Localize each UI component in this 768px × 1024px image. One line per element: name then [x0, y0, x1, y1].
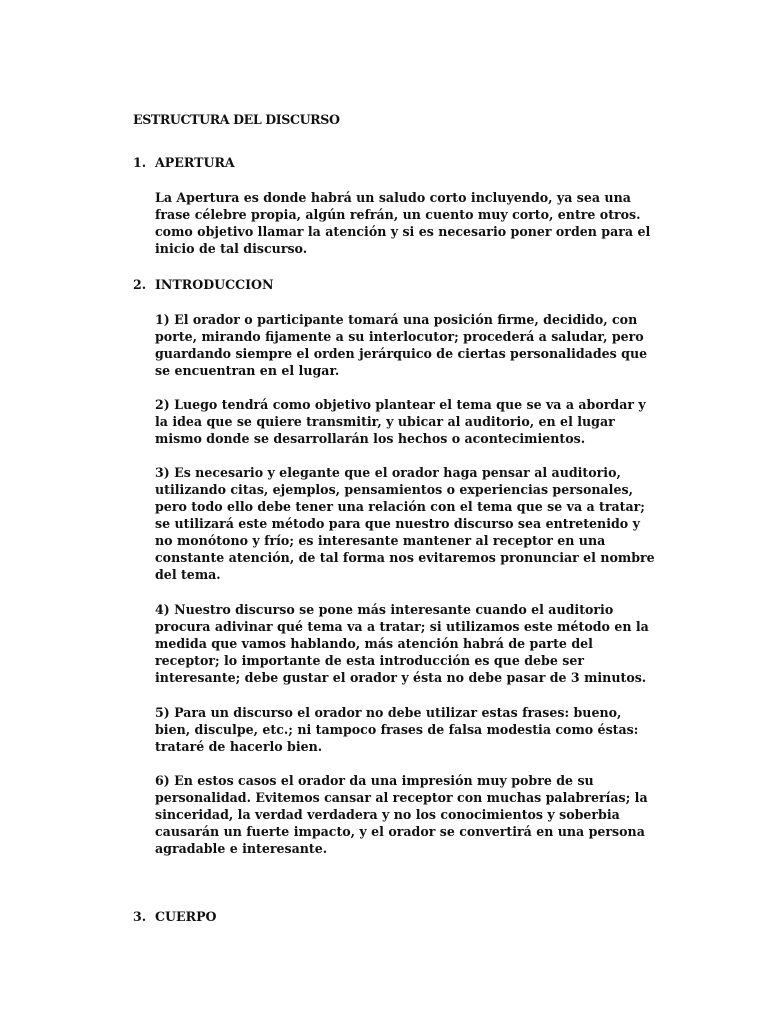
paragraph-line: agradable e interesante. — [155, 841, 328, 856]
paragraph-line: constante atención, de tal forma nos evitaremos pronunciar el nombre — [155, 550, 655, 565]
section-title: CUERPO — [155, 909, 217, 924]
paragraph-line: medida que vamos hablando, más atención habrá de parte del — [155, 636, 593, 651]
paragraph-line: se encuentran en el lugar. — [155, 363, 340, 378]
paragraph-line: no monótono y frío; es interesante mantener al receptor en una — [155, 533, 606, 548]
paragraph-line: inicio de tal discurso. — [155, 241, 308, 256]
paragraph-line: personalidad. Evitemos cansar al receptor con muchas palabrerías; la — [155, 790, 648, 805]
paragraph-intro-2 — [155, 396, 665, 447]
section-title: APERTURA — [155, 155, 235, 170]
paragraph-apertura — [155, 189, 665, 257]
section-number: 3. — [133, 909, 147, 924]
document-title: ESTRUCTURA DEL DISCURSO — [133, 112, 340, 127]
paragraph-line: causarán un fuerte impacto, y el orador se convertirá en una persona — [155, 824, 645, 839]
paragraph-line: frase célebre propia, algún refrán, un cuento muy corto, entre otros. — [155, 207, 641, 222]
paragraph-line: bien, disculpe, etc.; ni tampoco frases de falsa modestia como éstas: — [155, 722, 639, 737]
paragraph-intro-1 — [155, 311, 665, 379]
section-title: INTRODUCCION — [155, 277, 274, 292]
section-number: 2. — [133, 277, 147, 292]
section-number: 1. — [133, 155, 147, 170]
paragraph-line: guardando siempre el orden jerárquico de ciertas personalidades que — [155, 346, 648, 361]
paragraph-intro-3 — [155, 464, 665, 583]
section-heading-cuerpo — [133, 908, 217, 925]
paragraph-line: La Apertura es donde habrá un saludo corto incluyendo, ya sea una — [155, 190, 631, 205]
paragraph-line: pero todo ello debe tener una relación con el tema que se va a tratar; — [155, 499, 645, 514]
paragraph-line: porte, mirando fijamente a su interlocutor; procederá a saludar, pero — [155, 329, 644, 344]
section-heading-apertura — [133, 154, 235, 171]
paragraph-line: receptor; lo importante de esta introducción es que debe ser — [155, 653, 584, 668]
paragraph-line: se utilizará este método para que nuestro discurso sea entretenido y — [155, 516, 640, 531]
section-heading-introduccion — [133, 276, 274, 293]
paragraph-line: como objetivo llamar la atención y si es necesario poner orden para el — [155, 224, 651, 239]
paragraph-line: procura adivinar qué tema va a tratar; si utilizamos este método en la — [155, 619, 649, 634]
paragraph-intro-6 — [155, 772, 665, 857]
paragraph-intro-4 — [155, 601, 665, 686]
paragraph-line: 2) Luego tendrá como objetivo plantear el tema que se va a abordar y — [155, 397, 646, 412]
paragraph-line: utilizando citas, ejemplos, pensamientos o experiencias personales, — [155, 482, 633, 497]
paragraph-line: 3) Es necesario y elegante que el orador haga pensar al auditorio, — [155, 465, 621, 480]
paragraph-intro-5 — [155, 704, 665, 755]
paragraph-line: la idea que se quiere transmitir, y ubicar al auditorio, en el lugar — [155, 414, 615, 429]
paragraph-line: 4) Nuestro discurso se pone más interesante cuando el auditorio — [155, 602, 614, 617]
paragraph-line: 5) Para un discurso el orador no debe utilizar estas frases: bueno, — [155, 705, 622, 720]
paragraph-line: trataré de hacerlo bien. — [155, 739, 323, 754]
paragraph-line: mismo donde se desarrollarán los hechos o acontecimientos. — [155, 431, 586, 446]
paragraph-line: 1) El orador o participante tomará una posición firme, decidido, con — [155, 312, 638, 327]
paragraph-line: 6) En estos casos el orador da una impresión muy pobre de su — [155, 773, 594, 788]
paragraph-line: del tema. — [155, 567, 221, 582]
paragraph-line: interesante; debe gustar el orador y ésta no debe pasar de 3 minutos. — [155, 670, 647, 685]
paragraph-line: sinceridad, la verdad verdadera y no los conocimientos y soberbia — [155, 807, 620, 822]
